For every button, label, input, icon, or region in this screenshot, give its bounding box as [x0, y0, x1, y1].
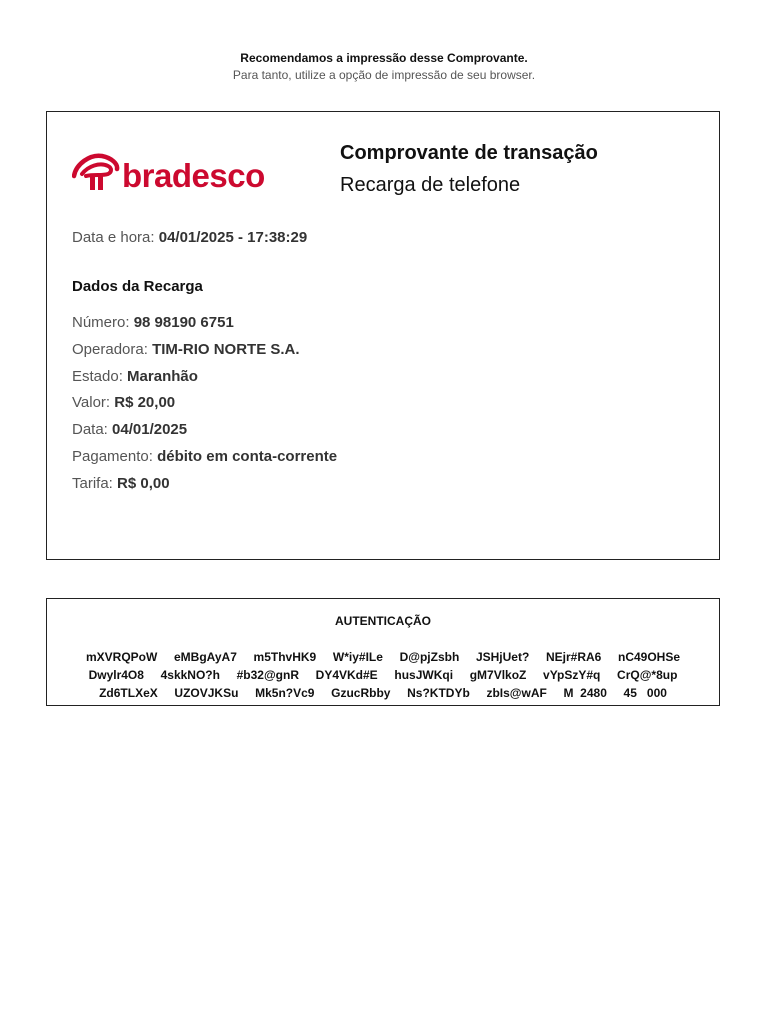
authentication-box	[46, 598, 720, 706]
field-label: Data:	[72, 421, 108, 439]
field-value: débito em conta-corrente	[157, 447, 338, 465]
auth-code-line: mXVRQPoW eMBgAyA7 m5ThvHK9 W*iy#ILe D@pjZsbh JSHjUet? NEjr#RA6 nC49OHSe	[85, 650, 681, 664]
field-numero	[72, 313, 337, 340]
datetime-label: Data e hora:	[72, 229, 155, 246]
field-data	[72, 420, 337, 447]
field-value: R$ 0,00	[117, 474, 170, 492]
transaction-datetime	[72, 228, 307, 248]
receipt-title: Comprovante de transação	[340, 142, 598, 164]
field-label: Tarifa:	[72, 474, 113, 492]
field-label: Estado:	[72, 367, 123, 385]
field-label: Operadora:	[72, 340, 148, 358]
field-tarifa	[72, 474, 337, 501]
datetime-value: 04/01/2025 - 17:38:29	[158, 229, 308, 246]
field-label: Número:	[72, 314, 130, 331]
print-recommendation: Recomendamos a impressão desse Comprovante.	[240, 51, 528, 65]
field-pagamento	[72, 447, 337, 474]
receipt-header	[340, 140, 598, 198]
bradesco-logo	[72, 150, 272, 198]
field-label: Pagamento:	[72, 447, 153, 465]
recharge-details	[72, 313, 337, 501]
authentication-title: AUTENTICAÇÃO	[335, 614, 431, 628]
section-title: Dados da Recarga	[72, 278, 203, 295]
field-value: 98 98190 6751	[133, 314, 234, 331]
bradesco-tree-icon	[72, 150, 120, 194]
field-operadora	[72, 340, 337, 367]
auth-code-line: Zd6TLXeX UZOVJKSu Mk5n?Vc9 GzucRbby Ns?KTDYb zbIs@wAF M 2480 45 000	[99, 686, 667, 700]
print-notice	[0, 50, 768, 84]
field-value: TIM-RIO NORTE S.A.	[152, 340, 300, 358]
auth-code-line: Dwylr4O8 4skkNO?h #b32@gnR DY4VKd#E husJWKqi gM7VlkoZ vYpSzY#q CrQ@*8up	[88, 668, 678, 682]
brand-wordmark: bradesco	[122, 157, 265, 194]
authentication-codes	[47, 648, 719, 702]
receipt-card	[46, 111, 720, 560]
field-estado	[72, 367, 337, 394]
field-valor	[72, 393, 337, 420]
field-value: R$ 20,00	[114, 394, 176, 412]
field-label: Valor:	[72, 394, 111, 412]
field-value: Maranhão	[127, 367, 198, 385]
print-instructions: Para tanto, utilize a opção de impressão de seu browser.	[232, 68, 536, 82]
field-value: 04/01/2025	[112, 421, 188, 439]
receipt-subtitle: Recarga de telefone	[340, 174, 521, 196]
